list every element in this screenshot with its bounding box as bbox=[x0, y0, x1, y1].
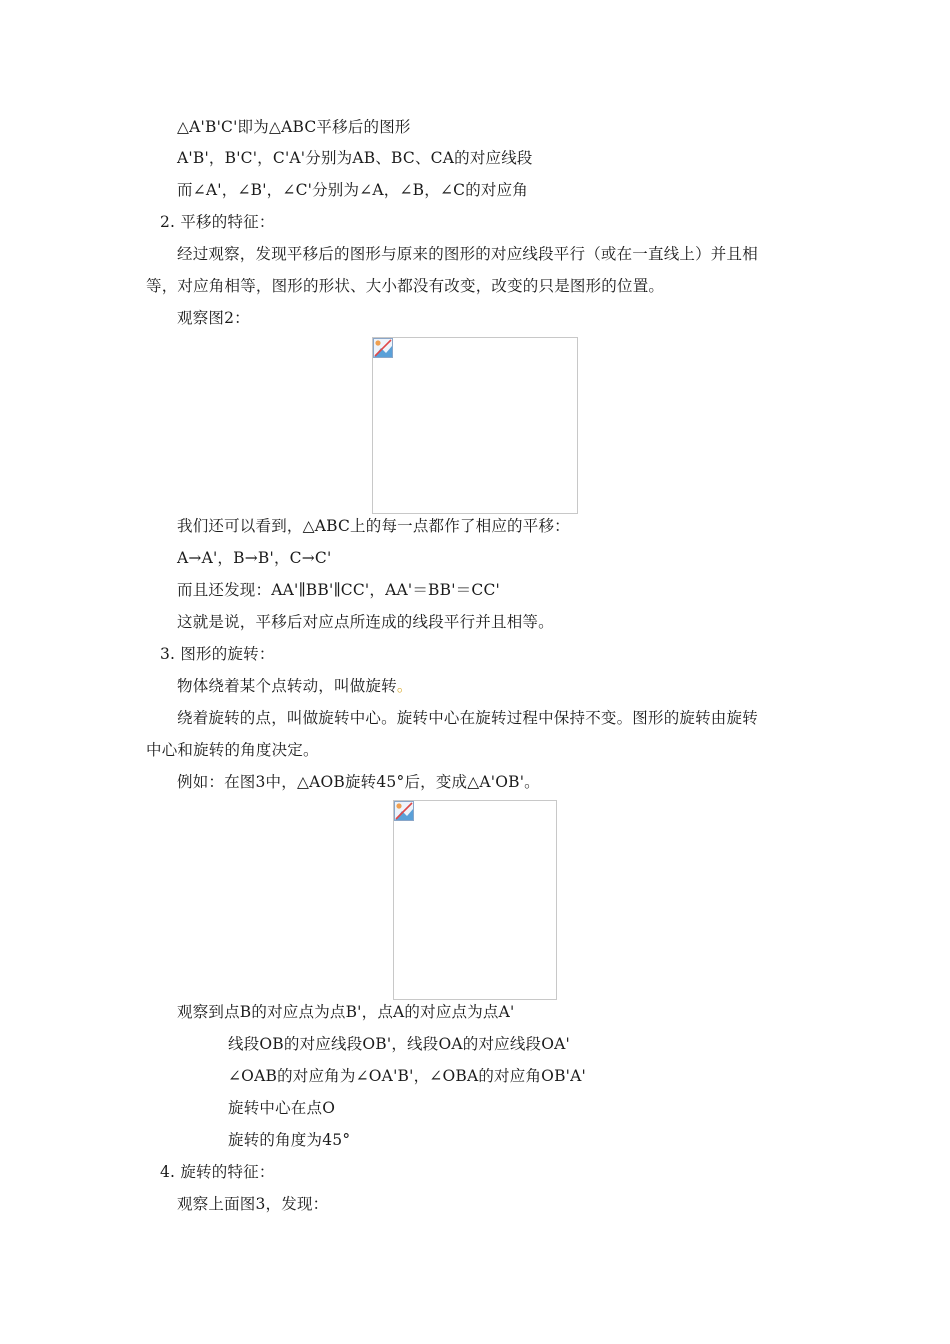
paragraph: 旋转的角度为45° bbox=[228, 1131, 351, 1149]
paragraph: 这就是说，平移后对应点所连成的线段平行并且相等。 bbox=[177, 613, 554, 631]
paragraph: 线段OB的对应线段OB'，线段OA的对应线段OA' bbox=[228, 1035, 571, 1053]
paragraph: 而且还发现：AA'∥BB'∥CC'，AA'＝BB'＝CC' bbox=[177, 581, 500, 599]
figure-2-image bbox=[372, 337, 578, 514]
paragraph: 观察上面图3，发现： bbox=[177, 1195, 329, 1213]
paragraph: 我们还可以看到，△ABC上的每一点都作了相应的平移： bbox=[177, 517, 570, 535]
paragraph: A→A'，B→B'，C→C' bbox=[177, 549, 332, 567]
paragraph: 而∠A'，∠B'，∠C'分别为∠A，∠B，∠C的对应角 bbox=[177, 181, 528, 199]
paragraph-end-mark: 。 bbox=[396, 677, 413, 695]
broken-image-icon bbox=[394, 801, 414, 821]
paragraph bbox=[177, 676, 413, 696]
section-heading: 2. 平移的特征： bbox=[160, 213, 275, 231]
broken-image-icon bbox=[373, 338, 393, 358]
paragraph-text: 物体绕着某个点转动，叫做旋转 bbox=[177, 677, 397, 695]
section-heading: 4. 旋转的特征： bbox=[160, 1163, 275, 1181]
section-heading: 3. 图形的旋转： bbox=[160, 645, 275, 663]
paragraph: △A'B'C'即为△ABC平移后的图形 bbox=[177, 118, 411, 136]
paragraph: 观察到点B的对应点为点B'，点A的对应点为点A' bbox=[177, 1003, 515, 1021]
paragraph: 中心和旋转的角度决定。 bbox=[146, 741, 319, 759]
paragraph: 绕着旋转的点，叫做旋转中心。旋转中心在旋转过程中保持不变。图形的旋转由旋转 bbox=[177, 709, 758, 727]
figure-3-image bbox=[393, 800, 557, 1000]
paragraph: 观察图2： bbox=[177, 309, 250, 327]
paragraph: A'B'，B'C'，C'A'分别为AB、BC、CA的对应线段 bbox=[177, 149, 533, 167]
paragraph: 旋转中心在点O bbox=[228, 1099, 336, 1117]
paragraph: 经过观察，发现平移后的图形与原来的图形的对应线段平行（或在一直线上）并且相 bbox=[177, 245, 758, 263]
paragraph: ∠OAB的对应角为∠OA'B'，∠OBA的对应角OB'A' bbox=[228, 1067, 586, 1085]
paragraph: 等，对应角相等，图形的形状、大小都没有改变，改变的只是图形的位置。 bbox=[146, 277, 665, 295]
paragraph: 例如：在图3中，△AOB旋转45°后，变成△A'OB'。 bbox=[177, 773, 540, 791]
